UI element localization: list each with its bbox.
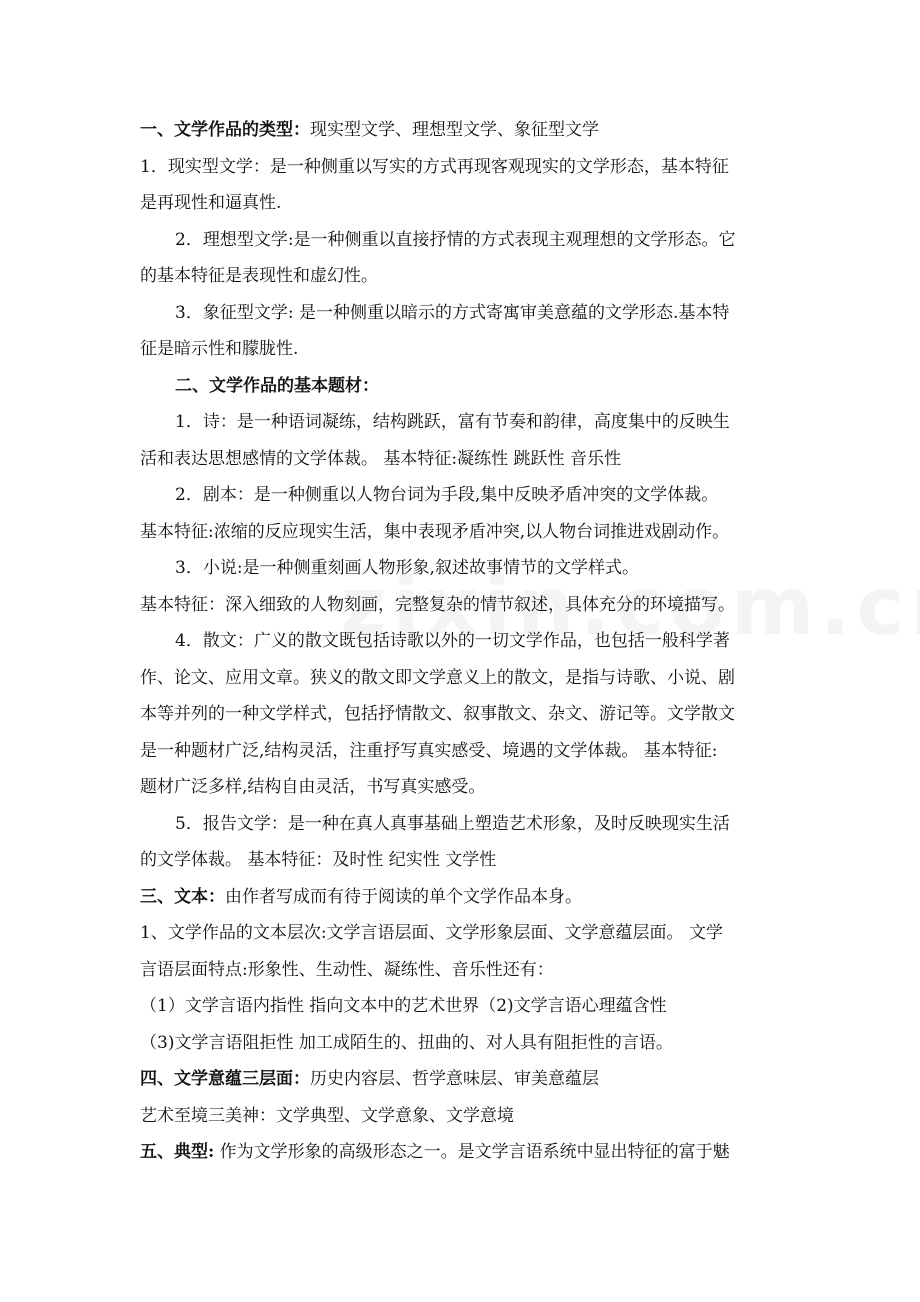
paragraph-line: 1．诗：是一种语词凝练，结构跳跃，富有节奏和韵律，高度集中的反映生: [175, 412, 730, 432]
section-4-heading: 四、文学意蕴三层面：历史内容层、哲学意味层、审美意蕴层: [140, 1069, 599, 1089]
paragraph-line: 活和表达思想感情的文学体裁。 基本特征:凝练性 跳跃性 音乐性: [140, 449, 621, 469]
paragraph-line: 5．报告文学：是一种在真人真事基础上塑造艺术形象，及时反映现实生活: [175, 814, 730, 834]
paragraph-line: 是再现性和逼真性.: [140, 193, 282, 213]
paragraph-line: （3)文学言语阻拒性 加工成陌生的、扭曲的、对人具有阻拒性的言语。: [140, 1033, 673, 1053]
paragraph-line: 的文学体裁。 基本特征：及时性 纪实性 文学性: [140, 850, 497, 870]
paragraph-line: 题材广泛多样,结构自由灵活，书写真实感受。: [140, 777, 486, 797]
paragraph-line: （1）文学言语内指性 指向文本中的艺术世界（2)文学言语心理蕴含性: [140, 996, 667, 1016]
paragraph-line: 2．理想型文学:是一种侧重以直接抒情的方式表现主观理想的文学形态。它: [175, 230, 736, 250]
paragraph-line: 征是暗示性和朦胧性.: [140, 339, 299, 359]
paragraph-line: 基本特征：深入细致的人物刻画，完整复杂的情节叙述，具体充分的环境描写。: [140, 595, 735, 615]
paragraph-line: 3．小说:是一种侧重刻画人物形象,叙述故事情节的文学样式。: [175, 558, 639, 578]
section-1-heading: 一、文学作品的类型：现实型文学、理想型文学、象征型文学: [140, 120, 599, 140]
paragraph-line: 本等并列的一种文学样式，包括抒情散文、叙事散文、杂文、游记等。文学散文: [140, 704, 735, 724]
paragraph-line: 言语层面特点:形象性、生动性、凝练性、音乐性还有：: [140, 960, 554, 980]
paragraph-line: 2．剧本：是一种侧重以人物台词为手段,集中反映矛盾冲突的文学体裁。: [175, 485, 719, 505]
paragraph-line: 的基本特征是表现性和虚幻性。: [140, 266, 378, 286]
paragraph-line: 1、文学作品的文本层次:文学言语层面、文学形象层面、文学意蕴层面。 文学: [140, 923, 723, 943]
section-3-heading: 三、文本：由作者写成而有待于阅读的单个文学作品本身。: [140, 887, 582, 907]
paragraph-line: 1．现实型文学：是一种侧重以写实的方式再现客观现实的文学形态，基本特征: [140, 157, 729, 177]
paragraph-line: 基本特征:浓缩的反应现实生活，集中表现矛盾冲突,以人物台词推进戏剧动作。: [140, 522, 730, 542]
paragraph-line: 是一种题材广泛,结构灵活，注重抒写真实感受、境遇的文学体裁。 基本特征:: [140, 741, 718, 761]
paragraph-line: 3．象征型文学: 是一种侧重以暗示的方式寄寓审美意蕴的文学形态.基本特: [175, 303, 730, 323]
paragraph-line: 4．散文：广义的散文既包括诗歌以外的一切文学作品，也包括一般科学著: [175, 631, 730, 651]
section-5-heading: 五、典型: 作为文学形象的高级形态之一。是文学言语系统中显出特征的富于魅: [140, 1142, 730, 1162]
paragraph-line: 艺术至境三美神：文学典型、文学意象、文学意境: [140, 1106, 514, 1126]
section-2-heading: 二、文学作品的基本题材：: [175, 376, 379, 396]
paragraph-line: 作、论文、应用文章。狭义的散文即文学意义上的散文，是指与诗歌、小说、剧: [140, 668, 735, 688]
